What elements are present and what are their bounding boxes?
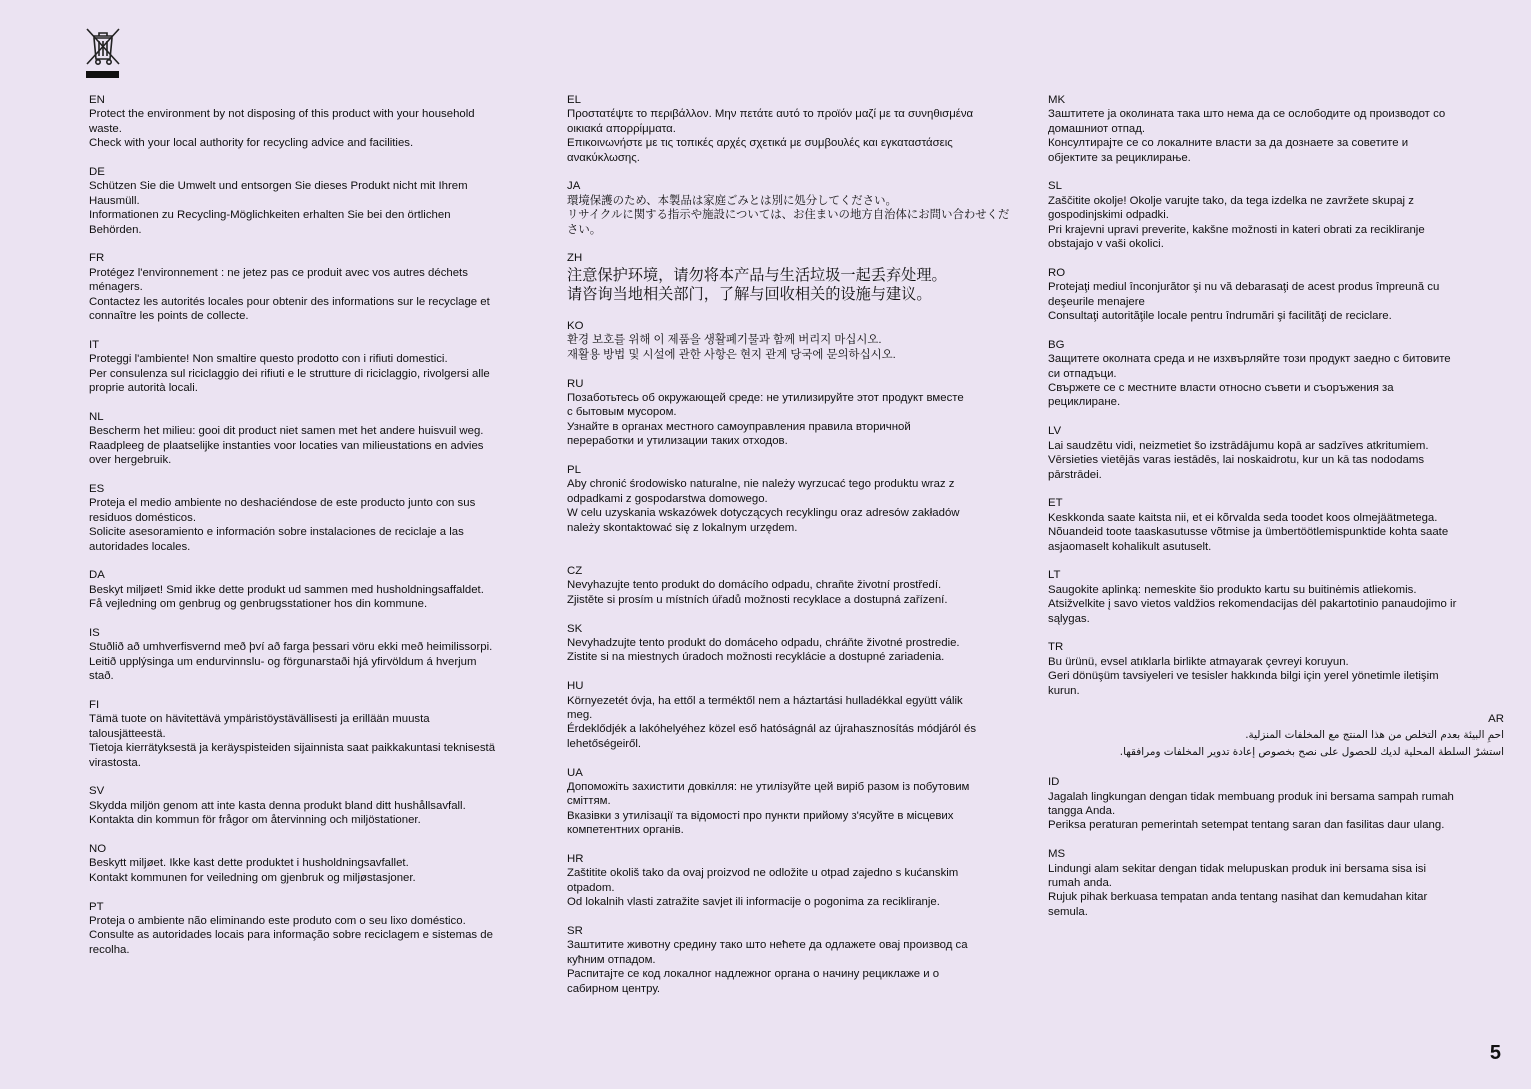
- language-code: RO: [1048, 266, 1066, 279]
- notice-text-line: сабирном центру.: [567, 982, 661, 995]
- notice-text-line: ménagers.: [89, 281, 143, 294]
- language-code: PT: [89, 900, 104, 913]
- notice-text-line: Rujuk pihak berkuasa tempatan anda tentang nasihat dan kemudahan kitar: [1048, 891, 1428, 904]
- notice-text-line: ανακύκλωσης.: [567, 151, 640, 164]
- notice-text-line: рециклиране.: [1048, 396, 1121, 409]
- notice-text-line: waste.: [89, 122, 122, 135]
- language-code: SR: [567, 924, 583, 937]
- notice-text-line: Распитајте се код локалног надлежног органа о начину рециклаже и о: [567, 968, 940, 981]
- notice-lv: [1048, 424, 1504, 482]
- language-code: AR: [1488, 713, 1504, 726]
- notice-text-line: odpadkami z gospodarstwa domowego.: [567, 492, 768, 505]
- notice-text-line: Jagalah lingkungan dengan tidak membuang produk ini bersama sampah rumah: [1048, 790, 1454, 803]
- notice-text-line: кућним отпадом.: [567, 953, 656, 966]
- notice-text-line: Zistite si na miestnych úradoch možnosti recyklácie a dostupné zariadenia.: [567, 651, 945, 664]
- notice-text-line: connaître les points de collecte.: [89, 310, 249, 323]
- notice-it: [89, 338, 541, 396]
- weee-crossed-out-bin-icon: [84, 26, 122, 80]
- language-code: PL: [567, 464, 581, 477]
- notice-text-line: należy skontaktować się z lokalnym urzędem.: [567, 521, 798, 534]
- notice-text-line: Заштитете ја околината така што нема да се ослободите од производот со: [1048, 108, 1446, 121]
- language-code: ET: [1048, 497, 1063, 510]
- language-code: EN: [89, 94, 105, 106]
- language-code: FR: [89, 252, 105, 265]
- language-code: KO: [567, 320, 584, 333]
- notice-bg: [1048, 338, 1504, 410]
- language-code: IS: [89, 626, 100, 639]
- notice-es: [89, 482, 541, 554]
- notice-hr: [567, 852, 1019, 910]
- language-code: SV: [89, 785, 105, 798]
- notice-tr: [1048, 640, 1504, 698]
- notice-text-line: Tämä tuote on hävitettävä ympäristöystävällisesti ja erillään muusta: [89, 713, 430, 726]
- notice-text-line: tangga Anda.: [1048, 804, 1116, 817]
- notice-text-line: リサイクルに関する指示や施設については、お住まいの地方自治体にお問い合わせくだ: [567, 209, 1010, 222]
- notice-text-line: Bescherm het milieu: gooi dit product niet samen met het andere huisvuil weg.: [89, 425, 484, 438]
- notice-text-line: 재활용 방법 및 시설에 관한 사항은 현지 관계 당국에 문의하십시오.: [567, 348, 896, 361]
- language-code: ID: [1048, 776, 1060, 789]
- notice-text-line: Atsižvelkite į savo vietos valdžios rekomendacijas dėl pakartotinio panaudojimo ir: [1048, 598, 1457, 611]
- notice-text-line: over hergebruik.: [89, 454, 172, 467]
- notice-text-line: Zaščitite okolje! Okolje varujte tako, da tega izdelka ne zavržete skupaj z: [1048, 194, 1414, 207]
- notice-el: [567, 93, 1019, 165]
- notice-text-line: Bu ürünü, evsel atıklarla birlikte atmayarak çevreyi koruyun.: [1048, 655, 1349, 668]
- notice-ru: [567, 377, 1019, 449]
- notice-text-line: Per consulenza sul riciclaggio dei rifiuti e le strutture di riciclaggio, rivolgersi alle: [89, 367, 490, 380]
- language-code: HU: [567, 680, 584, 693]
- notice-text-line: с бытовым мусором.: [567, 406, 677, 419]
- notice-text-line: Свържете се с местните власти относно съвети и съоръжения за: [1048, 382, 1394, 395]
- language-code: HR: [567, 852, 584, 865]
- language-code: RU: [567, 377, 584, 390]
- notice-text-line: Leitið upplýsinga um endurvinnslu- og förgunarstaði hjá yfirvöldum á hverjum: [89, 655, 477, 668]
- language-code: NO: [89, 842, 107, 855]
- column-3: [1048, 93, 1504, 934]
- notice-text-line: Check with your local authority for recycling advice and facilities.: [89, 137, 414, 150]
- notice-text-line: Nevyhazujte tento produkt do domácího odpadu, chraňte životní prostředí.: [567, 579, 942, 592]
- notice-text-line: Geri dönüşüm tavsiyeleri ve tesisler hakkında bilgi için yerel yönetimle iletişim: [1048, 670, 1439, 683]
- notice-text-line: さい。: [567, 223, 602, 236]
- language-code: FI: [89, 698, 100, 711]
- notice-text-line: Lindungi alam sekitar dengan tidak melupuskan produk ini bersama sisa isi: [1048, 862, 1426, 875]
- notice-text-line: οικιακά απορρίμματα.: [567, 122, 676, 135]
- column-1: [89, 93, 541, 972]
- notice-et: [1048, 496, 1504, 554]
- notice-text-line: sąlygas.: [1048, 612, 1090, 625]
- notice-text-line: lehetőségeiről.: [567, 737, 642, 750]
- notice-text-line: Periksa peraturan pemerintah setempat tentang saran dan fasilitas daur ulang.: [1048, 819, 1445, 832]
- notice-pl: [567, 463, 1019, 535]
- notice-text-line: Érdeklődjék a lakóhelyéhez közel eső hatóságnál az újrahasznosítás módjáról és: [567, 723, 977, 736]
- notice-sk: [567, 622, 1019, 665]
- notice-cz: [567, 564, 1019, 607]
- notice-text-line: kurun.: [1048, 684, 1080, 697]
- notice-text-line: Beskyt miljøet! Smid ikke dette produkt ud sammen med husholdningsaffaldet.: [89, 583, 484, 596]
- notice-text-line: Solicite asesoramiento e información sobre instalaciones de reciclaje a las: [89, 526, 464, 539]
- notice-de: [89, 165, 541, 237]
- language-code: IT: [89, 338, 100, 351]
- notice-no: [89, 842, 541, 885]
- language-code: NL: [89, 410, 104, 423]
- notice-text-line: Informationen zu Recycling-Möglichkeiten erhalten Sie bei den örtlichen: [89, 209, 451, 222]
- language-code: LT: [1048, 569, 1061, 582]
- notice-text-line: Hausmüll.: [89, 194, 140, 207]
- notice-mk: [1048, 93, 1504, 165]
- language-code: ES: [89, 482, 105, 495]
- notice-text-line: 请咨询当地相关部门，了解与回收相关的设施与建议。: [567, 286, 932, 304]
- language-code: JA: [567, 180, 581, 193]
- language-code: MS: [1048, 848, 1066, 861]
- language-code: CZ: [567, 564, 583, 577]
- notice-text-line: сміттям.: [567, 795, 611, 808]
- column-2: [567, 93, 1019, 1010]
- notice-text-line: Aby chronić środowisko naturalne, nie należy wyrzucać tego produktu wraz z: [567, 478, 955, 491]
- notice-text-line: Keskkonda saate kaitsta nii, et ei kõrvalda seda toodet koos olmejäätmetega.: [1048, 511, 1438, 524]
- language-code: LV: [1048, 425, 1062, 438]
- notice-ua: [567, 766, 1019, 838]
- notice-text-line: Beskytt miljøet. Ikke kast dette produktet i husholdningsavfallet.: [89, 857, 409, 870]
- notice-text-line: Få vejledning om genbrug og genbrugsstationer hos din kommune.: [89, 598, 428, 611]
- notice-en: [89, 93, 541, 151]
- notice-sl: [1048, 179, 1504, 251]
- language-code: BG: [1048, 338, 1065, 351]
- notice-text-line: asjaomaselt kohalikult asutuselt.: [1048, 540, 1212, 553]
- language-code: DE: [89, 166, 105, 179]
- notice-ro: [1048, 266, 1504, 324]
- notice-text-line: Vērsieties vietējās varas iestādēs, lai noskaidrotu, kur un kā tas nododams: [1048, 454, 1425, 467]
- notice-text-line: pārstrādei.: [1048, 468, 1102, 481]
- notice-fi: [89, 698, 541, 770]
- notice-text-line: переработки и утилизации таких отходов.: [567, 435, 788, 448]
- notice-text-line: 환경 보호를 위해 이 제품을 생활폐기물과 함께 버리지 마십시오.: [567, 334, 882, 347]
- notice-text-line: autoridades locales.: [89, 540, 191, 553]
- language-code: TR: [1048, 641, 1064, 654]
- notice-text-line: Вказівки з утилізації та відомості про пункти прийому з'ясуйте в місцевих: [567, 809, 954, 822]
- notice-text-line: Skydda miljön genom att inte kasta denna produkt bland ditt hushållsavfall.: [89, 799, 466, 812]
- notice-text-line: otpadom.: [567, 881, 615, 894]
- notice-text-line: Защитете околната среда и не изхвърляйте този продукт заедно с битовите: [1048, 353, 1451, 366]
- notice-text-line: компетентних органів.: [567, 824, 684, 837]
- notice-text-line: Proteja o ambiente não eliminando este produto com o seu lixo doméstico.: [89, 914, 466, 927]
- notice-text-line: објектите за рециклирање.: [1048, 151, 1191, 164]
- notice-text-line: Raadpleeg de plaatselijke instanties voor locaties van milieustations en advies: [89, 439, 484, 452]
- notice-text-line: Proteggi l'ambiente! Non smaltire questo prodotto con i rifiuti domestici.: [89, 353, 448, 366]
- notice-text-line: Επικοινωνήστε με τις τοπικές αρχές σχετικά με συμβουλές και εγκαταστάσεις: [567, 137, 953, 150]
- notice-text-line: recolha.: [89, 943, 130, 956]
- notice-text-line: Protejaţi mediul înconjurător şi nu vă debarasaţi de acest produs împreună cu: [1048, 281, 1440, 294]
- notice-text-line: Consultaţi autorităţile locale pentru îndrumări şi facilităţi de reciclare.: [1048, 310, 1392, 323]
- language-code: SK: [567, 622, 583, 635]
- language-code: ZH: [567, 252, 583, 265]
- notice-hu: [567, 679, 1019, 751]
- notice-text-line: Nevyhadzujte tento produkt do domáceho odpadu, chráňte životné prostredie.: [567, 636, 960, 649]
- notice-text-line: obstajajo v vaši okolici.: [1048, 238, 1164, 251]
- notice-sr: [567, 924, 1019, 996]
- notice-text-line: proprie autorità locali.: [89, 382, 198, 395]
- notice-ja: [567, 179, 1019, 237]
- notice-text-line: си отпадъци.: [1048, 367, 1117, 380]
- notice-text-line: semula.: [1048, 905, 1088, 918]
- language-code: UA: [567, 766, 583, 779]
- language-code: MK: [1048, 94, 1066, 106]
- notice-text-line: Zjistěte si prosím u místních úřadů možnosti recyklace a dostupná zařízení.: [567, 593, 948, 606]
- notice-da: [89, 568, 541, 611]
- notice-text-line: Pri krajevni upravi preverite, kakšne možnosti in kateri obrati za recikliranje: [1048, 223, 1425, 236]
- notice-text-line: Proteja el medio ambiente no deshaciéndose de este producto junto con sus: [89, 497, 476, 510]
- notice-text-line: Környezetét óvja, ha ettől a terméktől nem a háztartási hulladékkal együtt válik: [567, 694, 963, 707]
- notice-text-line: talousjätteestä.: [89, 727, 166, 740]
- notice-id: [1048, 775, 1504, 833]
- notice-text-line: Contactez les autorités locales pour obtenir des informations sur le recyclage et: [89, 295, 490, 308]
- notice-fr: [89, 251, 541, 323]
- notice-text-line: Behörden.: [89, 223, 142, 236]
- notice-is: [89, 626, 541, 684]
- notice-text-line: Schützen Sie die Umwelt und entsorgen Sie dieses Produkt nicht mit Ihrem: [89, 180, 468, 193]
- notice-text-line: Προστατέψτε το περιβάλλον. Μην πετάτε αυτό το προϊόν μαζί με τα συνηθισμένα: [567, 108, 974, 121]
- language-code: EL: [567, 94, 581, 106]
- notice-text-line: Saugokite aplinką: nemeskite šio produkto kartu su buitinėmis atliekomis.: [1048, 583, 1417, 596]
- notice-text-line: Узнайте в органах местного самоуправления правила вторичной: [567, 420, 911, 433]
- notice-text-line: W celu uzyskania wskazówek dotyczących recyklingu oraz adresów zakładów: [567, 507, 960, 520]
- notice-text-line: rumah anda.: [1048, 876, 1112, 889]
- notice-text-line: Zaštitite okoliš tako da ovaj proizvod ne odložite u otpad zajedno s kućanskim: [567, 867, 959, 880]
- notice-text-line: احمِ البيئة بعدم التخلص من هذا المنتج مع المخلفات المنزلية.: [1245, 728, 1504, 741]
- notice-text-line: Od lokalnih vlasti zatražite savjet ili informacije o pogonima za recikliranje.: [567, 896, 940, 909]
- notice-text-line: Консултирајте се со локалните власти за да дознаете за советите и: [1048, 137, 1409, 150]
- notice-ko: [567, 319, 1019, 362]
- notice-text-line: Protégez l'environnement : ne jetez pas ce produit avec vos autres déchets: [89, 266, 468, 279]
- notice-lt: [1048, 568, 1504, 626]
- notice-sv: [89, 784, 541, 827]
- notice-text-line: Заштитите животну средину тако што нећете да одлажете овај производ са: [567, 939, 968, 952]
- notice-text-line: meg.: [567, 708, 593, 721]
- notice-text-line: Stuðlið að umhverfisvernd með því að farga þessari vöru ekki með heimilissorpi.: [89, 641, 493, 654]
- notice-text-line: virastosta.: [89, 756, 141, 769]
- notice-text-line: gospodinjskimi odpadki.: [1048, 209, 1169, 222]
- notice-text-line: Nõuandeid toote taaskasutusse võtmise ja ümbertöötlemispunktide kohta saate: [1048, 526, 1449, 539]
- notice-text-line: домашниот отпад.: [1048, 122, 1146, 135]
- notice-text-line: deşeurile menajere: [1048, 295, 1145, 308]
- notice-text-line: Consulte as autoridades locais para informação sobre reciclagem e sistemas de: [89, 929, 493, 942]
- notice-text-line: Допоможіть захистити довкілля: не утилізуйте цей виріб разом із побутовим: [567, 780, 970, 793]
- notice-ms: [1048, 847, 1504, 919]
- notice-text-line: Kontakta din kommun för frågor om återvinning och miljöstationer.: [89, 814, 421, 827]
- page-number: 5: [1489, 1042, 1501, 1064]
- notice-text-line: استشرْ السلطة المحلية لديك للحصول على نصح بخصوص إعادة تدوير المخلفات ومرافقها.: [1119, 745, 1504, 758]
- notice-text-line: Позаботьтесь об окружающей среде: не утилизируйте этот продукт вместе: [567, 392, 964, 405]
- notice-text-line: stað.: [89, 670, 114, 683]
- notice-text-line: Tietoja kierrätyksestä ja keräyspisteiden sijainnista saat paikkakuntasi teknisestä: [89, 742, 496, 755]
- notice-text-line: 環境保護のため、本製品は家庭ごみとは別に処分してください。: [567, 194, 897, 207]
- notice-text-line: Kontakt kommunen for veiledning om gjenbruk og miljøstasjoner.: [89, 871, 416, 884]
- language-code: SL: [1048, 180, 1062, 193]
- notice-text-line: residuos domésticos.: [89, 511, 196, 524]
- notice-zh: [567, 251, 1019, 304]
- notice-ar: [1048, 712, 1504, 760]
- notice-text-line: 注意保护环境，请勿将本产品与生活垃圾一起丢弃处理。: [567, 266, 947, 284]
- notice-pt: [89, 900, 541, 958]
- notice-text-line: Protect the environment by not disposing of this product with your household: [89, 108, 475, 121]
- language-code: DA: [89, 569, 105, 582]
- notice-nl: [89, 410, 541, 468]
- notice-text-line: Lai saudzētu vidi, neizmetiet šo izstrādājumu kopā ar sadzīves atkritumiem.: [1048, 439, 1429, 452]
